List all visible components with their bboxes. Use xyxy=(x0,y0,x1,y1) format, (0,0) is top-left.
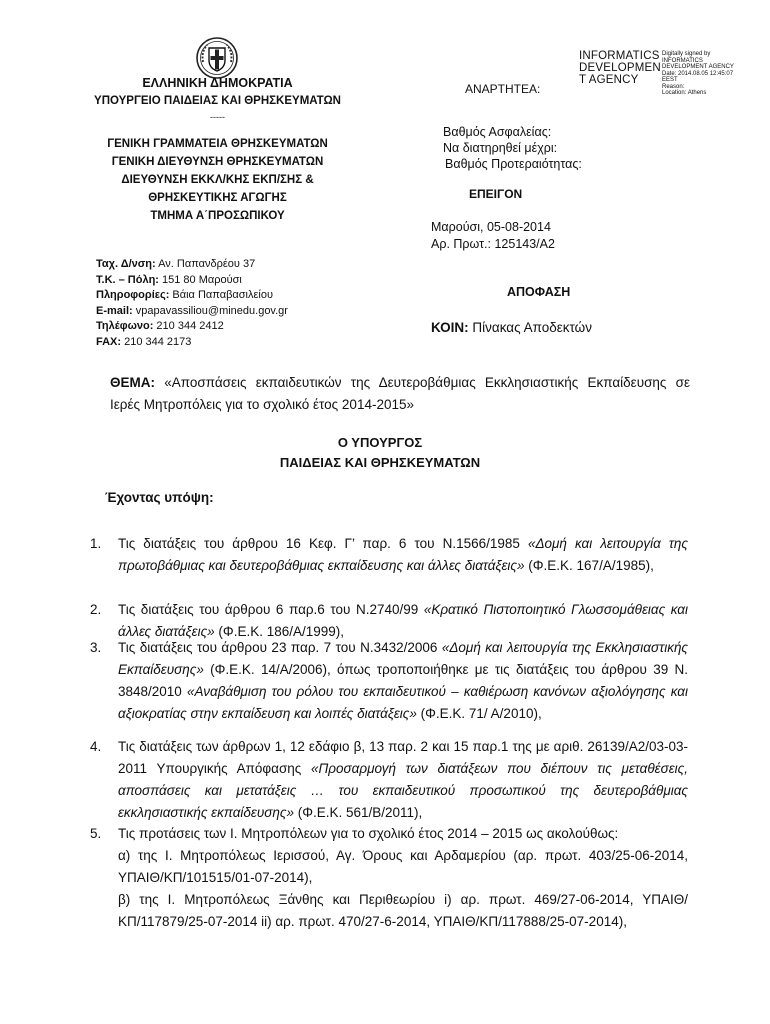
department-line: ΘΡΗΣΚΕΥΤΙΚΗΣ ΑΓΩΓΗΣ xyxy=(148,192,287,204)
contact-email: vpapavassiliou@minedu.gov.gr xyxy=(132,304,288,317)
minister-ministry: ΠΑΙΔΕΙΑΣ ΚΑΙ ΘΡΗΣΚΕΥΜΑΤΩΝ xyxy=(279,455,481,470)
contact-value: Βάια Παπαβασιλείου xyxy=(169,289,273,301)
contact-row xyxy=(96,288,288,304)
item-5-intro: Τις προτάσεις των Ι. Μητροπόλεων για το σχολικό έτος 2014 – 2015 ως ακολούθως: xyxy=(118,826,619,841)
item-2: Τις διατάξεις του άρθρου 6 παρ.6 του Ν.2740/99 «Κρατικό Πιστοποιητικό Γλωσσομάθειας και άλλες διατάξεις» (Φ.Ε.Κ. 186/Α/1999), xyxy=(118,602,689,639)
signature-detail-line: INFORMATICS xyxy=(662,57,703,64)
contact-value: 210 344 2173 xyxy=(121,335,192,348)
contact-label: Ταχ. Δ/νση: xyxy=(96,258,156,270)
contact-label: Τηλέφωνο: xyxy=(96,320,154,332)
minister-heading xyxy=(230,433,530,473)
subject-line-2: Ιερές Μητροπόλεις για το σχολικό έτος 2014-2015» xyxy=(110,397,414,412)
item-5 xyxy=(118,823,688,933)
koin-label: ΚΟΙΝ: xyxy=(431,320,469,335)
signature-detail-line: Reason: xyxy=(662,83,685,90)
decision-title: ΑΠΟΦΑΣΗ xyxy=(507,285,571,299)
contact-row xyxy=(96,335,288,351)
republic-title: ΕΛΛΗΝΙΚΗ ΔΗΜΟΚΡΑΤΙΑ xyxy=(142,76,293,90)
contact-block xyxy=(96,257,288,350)
contact-label: E-mail: xyxy=(96,304,133,317)
item-5-sub-a: α) της Ι. Μητροπόλεως Ιερισσού, Αγ. Όρους και Αρδαμερίου (αρ. πρωτ. 403/25-06-2014, ΥΠΑΙΘ/ΚΠ/101515/01-07-2014), xyxy=(118,848,688,885)
koin-line xyxy=(431,320,592,335)
considering-heading: Έχοντας υπόψη: xyxy=(105,490,214,505)
contact-label: Πληροφορίες: xyxy=(96,289,170,301)
signature-detail-line: Digitally signed by xyxy=(662,51,711,57)
contact-row xyxy=(96,304,288,320)
signature-detail-line: Location: Athens xyxy=(662,90,707,96)
contact-row xyxy=(96,257,288,273)
classification-block xyxy=(443,124,582,172)
item-number: 2. xyxy=(90,602,102,617)
contact-value: 210 344 2412 xyxy=(153,320,224,332)
item-5-sub-b: β) της Ι. Μητροπόλεως Ξάνθης και Περιθεωρίου i) αρ. πρωτ. 469/27-06-2014, ΥΠΑΙΘ/ΚΠ/117879/25-07-2014 ii) αρ. πρωτ. 470/27-6-2014, ΥΠΑΙΘ/ΚΠ/117888/25-07-2014), xyxy=(118,892,688,929)
signature-org-line: T AGENCY xyxy=(579,74,639,86)
date-protocol-block xyxy=(431,219,555,252)
header-separator: ----- xyxy=(210,112,225,122)
koin-value: Πίνακας Αποδεκτών xyxy=(468,320,592,335)
contact-row xyxy=(96,319,288,335)
ministry-title: ΥΠΟΥΡΓΕΙΟ ΠΑΙΔΕΙΑΣ ΚΑΙ ΘΡΗΣΚΕΥΜΑΤΩΝ xyxy=(94,95,341,107)
subject-label: ΘΕΜΑ: xyxy=(110,375,155,390)
signature-detail-line: Date: 2014.08.05 12:45:07 xyxy=(662,70,734,77)
item-1: Τις διατάξεις του άρθρου 16 Κεφ. Γ’ παρ. 6 του Ν.1566/1985 «Δομή και λειτουργία της πρωτοβάθμιας και δευτεροβάθμιας εκπαίδευσης και άλλες διατάξεις» (Φ.Ε.Κ. 167/Α/1985), xyxy=(118,536,688,573)
subject-text: «Αποσπάσεις εκπαιδευτικών της Δευτεροβάθμιας Εκκλησιαστικής Εκπαίδευσης σε xyxy=(155,375,690,390)
item-number: 3. xyxy=(90,640,102,655)
subject-line-1 xyxy=(110,372,690,394)
item-number: 5. xyxy=(90,826,102,841)
retention-period: Να διατηρηθεί μέχρι: xyxy=(443,141,558,155)
signature-details xyxy=(662,51,734,97)
item-number: 1. xyxy=(90,536,102,551)
department-line: ΓΕΝΙΚΗ ΔΙΕΥΘΥΝΣΗ ΘΡΗΣΚΕΥΜΑΤΩΝ xyxy=(111,156,324,168)
posting-label: ΑΝΑΡΤΗΤΕΑ: xyxy=(465,82,541,96)
item-3: Τις διατάξεις του άρθρου 23 παρ. 7 του Ν.3432/2006 «Δομή και λειτουργία της Εκκλησιαστικής Εκπαίδευσης» (Φ.Ε.Κ. 14/Α/2006), όπως τροποποιήθηκε με τις διατάξεις του άρθρου 39 Ν. 3848/2010 «Αναβάθμιση του ρόλου του εκπαιδευτικού – καθιέρωση κανόνων αξιολόγησης και αξιοκρατίας στην εκπαίδευση και λοιπές διατάξεις» (Φ.Ε.Κ. 71/ Α/2010), xyxy=(118,640,688,721)
urgent-label: ΕΠΕΙΓΟΝ xyxy=(469,187,523,201)
security-level: Βαθμός Ασφαλείας: xyxy=(443,125,552,139)
signature-organization xyxy=(579,50,661,86)
item-4: Τις διατάξεις των άρθρων 1, 12 εδάφιο β, 13 παρ. 2 και 15 παρ.1 της με αριθ. 26139/Α2/03-03-2011 Υπουργικής Απόφασης «Προσαρμογή των διατάξεων που διέπουν τις μεταθέσεις, αποσπάσεις και μετατάξεις … του εκπαιδευτικού προσωπικού της δευτεροβάθμιας εκκλησιαστικής εκπαίδευσης» (Φ.Ε.Κ. 561/Β/2011), xyxy=(118,739,688,820)
greek-coat-of-arms-icon xyxy=(195,36,239,80)
contact-value: Αν. Παπανδρέου 37 xyxy=(155,258,256,270)
protocol-number: Αρ. Πρωτ.: 125143/Α2 xyxy=(431,236,555,251)
signature-org-line: INFORMATICS xyxy=(579,50,660,62)
contact-value: 151 80 Μαρούσι xyxy=(158,273,242,286)
document-date: Μαρούσι, 05-08-2014 xyxy=(431,220,551,234)
contact-label: FAX: xyxy=(96,335,122,348)
subject-block xyxy=(110,372,690,416)
contact-label: Τ.Κ. – Πόλη: xyxy=(96,273,159,286)
signature-detail-line: DEVELOPMENT AGENCY xyxy=(662,64,734,70)
signature-detail-line: EEST xyxy=(662,77,678,83)
priority-level: Βαθμός Προτεραιότητας: xyxy=(445,157,582,171)
department-line: ΔΙΕΥΘΥΝΣΗ ΕΚΚΛ/ΚΗΣ ΕΚΠ/ΣΗΣ & xyxy=(121,174,314,186)
contact-row xyxy=(96,273,288,289)
department-line: ΓΕΝΙΚΗ ΓΡΑΜΜΑΤΕΙΑ ΘΡΗΣΚΕΥΜΑΤΩΝ xyxy=(107,138,328,150)
item-number: 4. xyxy=(90,739,102,754)
department-line: ΤΜΗΜΑ Α΄ΠΡΟΣΩΠΙΚΟΥ xyxy=(150,210,285,222)
signature-org-line: DEVELOPMEN xyxy=(579,62,661,74)
minister-title: Ο ΥΠΟΥΡΓΟΣ xyxy=(337,435,423,450)
department-block xyxy=(90,135,345,225)
